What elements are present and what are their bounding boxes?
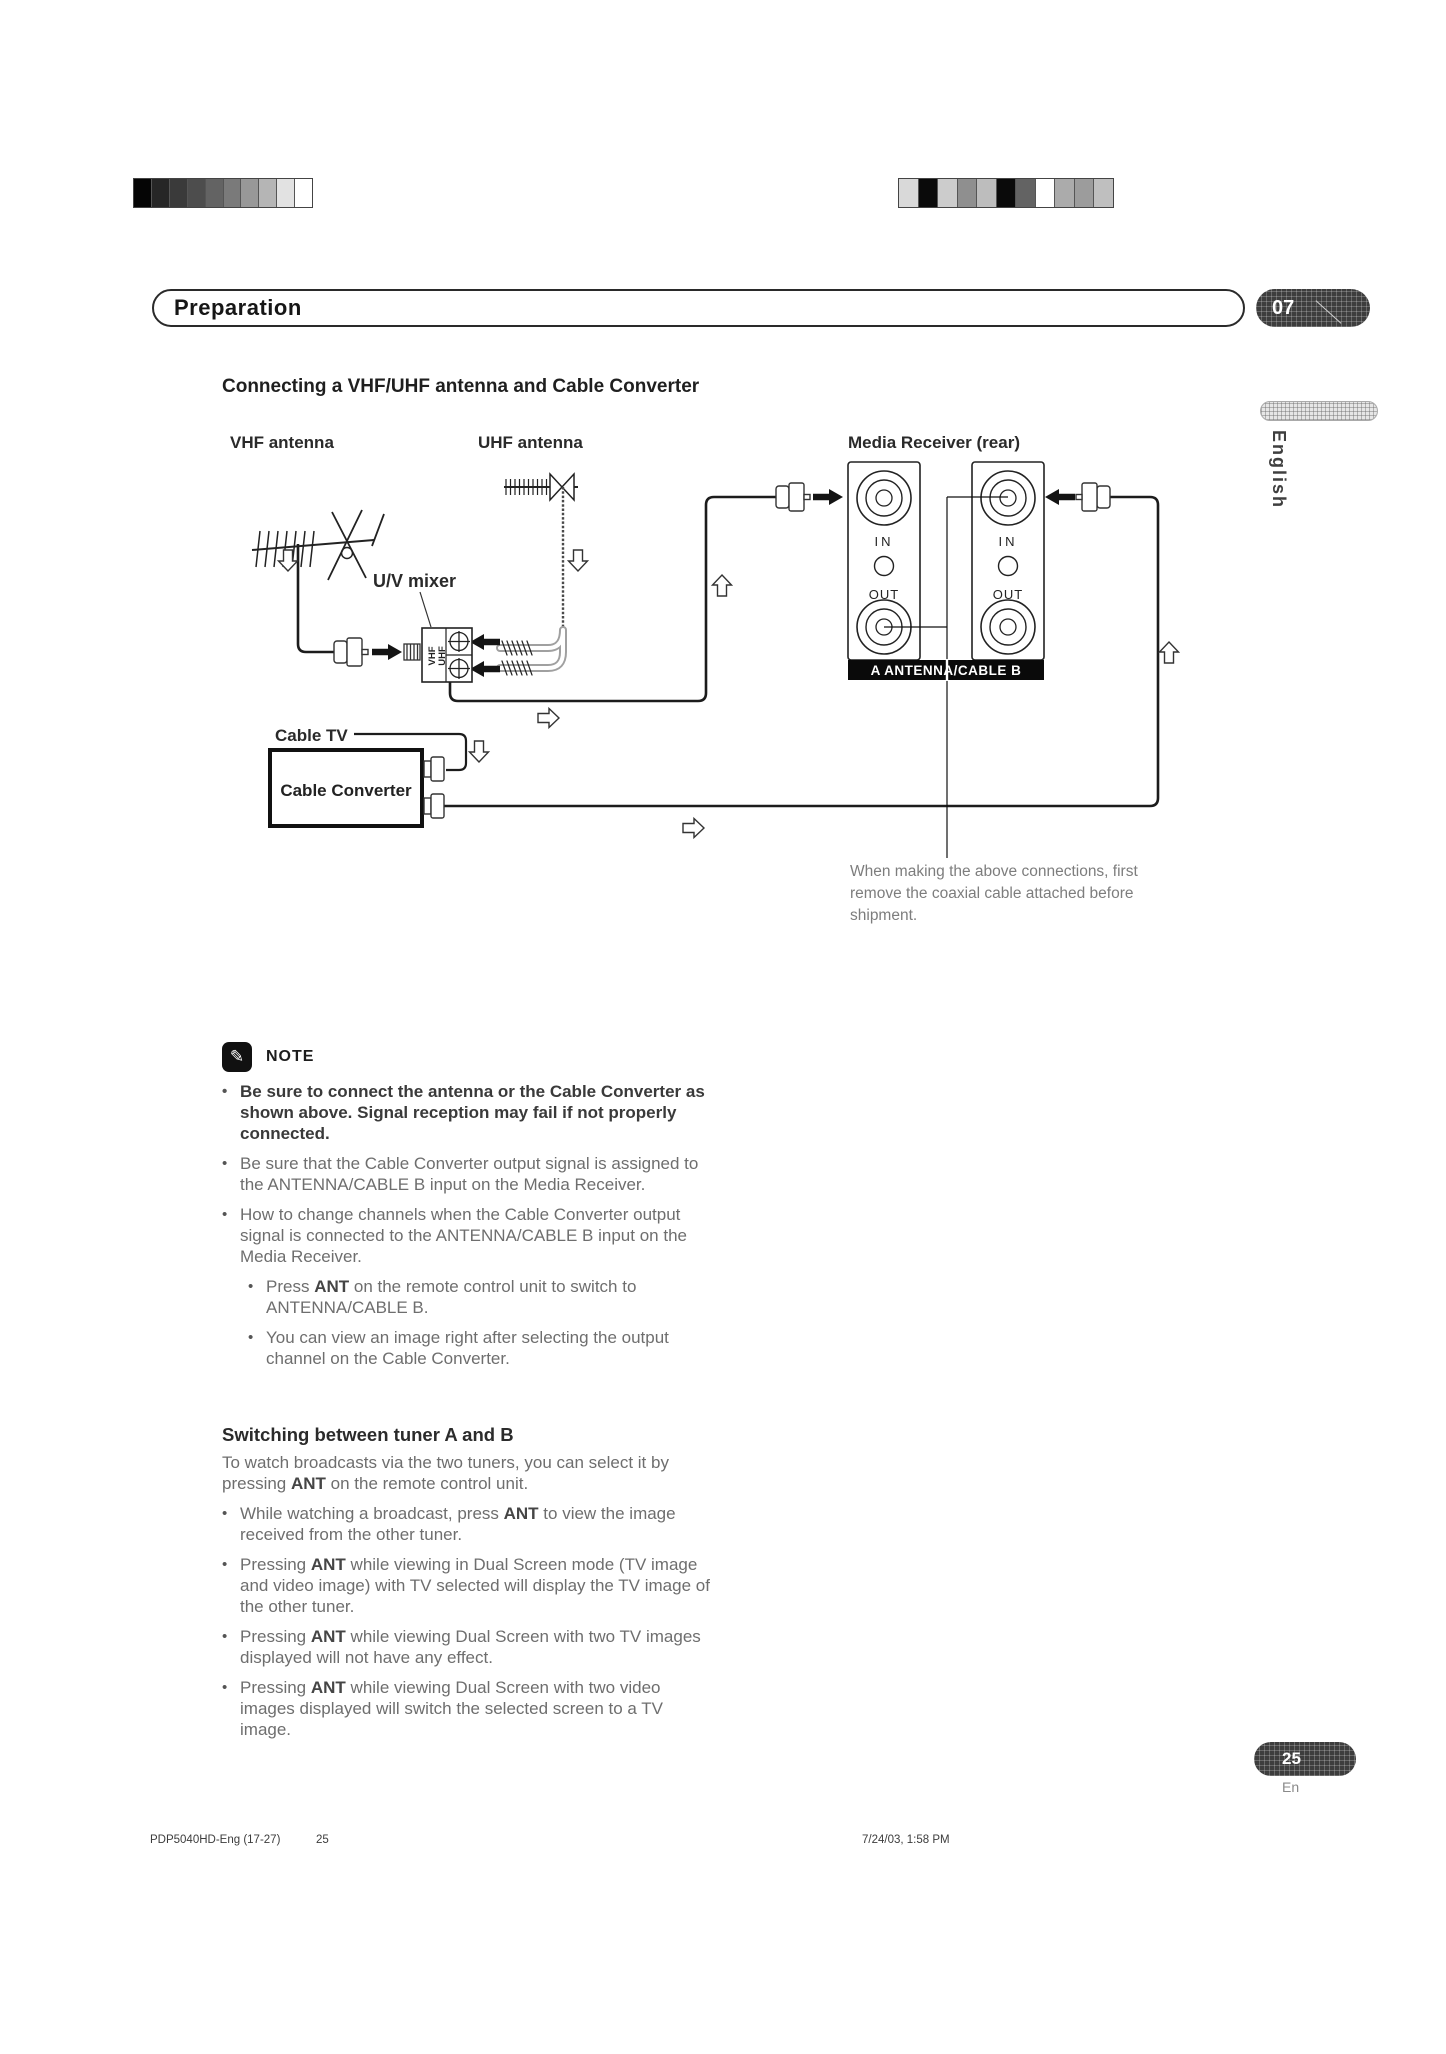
calibration-cell (170, 179, 188, 207)
calibration-cell (188, 179, 206, 207)
uhf-antenna-icon (504, 474, 578, 500)
bullet-item (222, 1626, 716, 1668)
arrow-uhf-lower (470, 661, 500, 677)
bullet-text: Be sure to connect the antenna or the Cable Converter as shown above. Signal reception may fail if not properly connected. (240, 1082, 705, 1143)
uv-mixer (422, 628, 472, 682)
calibration-cell (977, 179, 997, 207)
bullet-item (248, 1276, 716, 1318)
calibration-cell (241, 179, 259, 207)
calibration-cell (1094, 179, 1113, 207)
bullet-text: Pressing ANT while viewing in Dual Screen mode (TV image and video image) with TV selected will display the TV image of the other tuner. (240, 1555, 710, 1616)
uv-mixer-label: U/V mixer (373, 571, 457, 591)
bullet-text: Press ANT on the remote control unit to switch to ANTENNA/CABLE B. (266, 1277, 637, 1317)
chapter-number-badge (1256, 289, 1370, 327)
calibration-cell (134, 179, 152, 207)
down-arrow-vhf (279, 550, 298, 571)
bullet-item (222, 1081, 716, 1144)
calibration-cell (1016, 179, 1036, 207)
receiver-panel-b (972, 462, 1044, 660)
calibration-cell (206, 179, 224, 207)
badge-slash-decor (1316, 300, 1342, 323)
uhf-twin-lead (500, 630, 563, 675)
arrow-uhf-upper (470, 634, 500, 650)
shipping-note: When making the above connections, first remove the coaxial cable attached before shipment. (850, 863, 1138, 924)
bullet-text: Be sure that the Cable Converter output signal is assigned to the ANTENNA/CABLE B input on the Media Receiver. (240, 1154, 699, 1194)
arrow-into-b-in (1045, 489, 1075, 505)
calibration-cell (224, 179, 242, 207)
section-header-box (152, 289, 1245, 327)
footer-file-name: PDP5040HD-Eng (17-27) (150, 1834, 281, 1846)
bullet-dot: • (222, 1679, 228, 1696)
bullet-item (248, 1327, 716, 1369)
bullet-dot: • (222, 1556, 228, 1573)
tuner-section-title: Switching between tuner A and B (222, 1424, 514, 1445)
calibration-cell (919, 179, 939, 207)
vhf-cable (298, 544, 334, 652)
note-section (222, 1042, 716, 1378)
threaded-plug (404, 644, 420, 660)
footer-page-number: 25 (316, 1834, 329, 1846)
mixer-vhf-label: VHF (427, 646, 438, 666)
bullet-dot: • (248, 1278, 254, 1295)
calibration-bar-right (898, 178, 1114, 208)
a-in-label: IN (874, 534, 894, 549)
a-out-label: OUT (868, 587, 900, 602)
calibration-cell (1036, 179, 1056, 207)
vhf-antenna-icon (252, 510, 384, 580)
bullet-item (222, 1503, 716, 1545)
b-in-label: IN (998, 534, 1018, 549)
b-out-label: OUT (992, 587, 1024, 602)
page-number-badge (1254, 1742, 1356, 1776)
calibration-bar-left (133, 178, 313, 208)
tuner-section (222, 1424, 716, 1749)
down-arrow-cable-tv (470, 741, 489, 762)
antenna-cable-bar-label: A ANTENNA/CABLE B (870, 663, 1022, 678)
page-number: 25 (1282, 1749, 1301, 1768)
vhf-antenna-label: VHF antenna (230, 433, 334, 452)
tuner-list (222, 1503, 716, 1740)
bullet-dot: • (248, 1329, 254, 1346)
calibration-cell (1055, 179, 1075, 207)
up-arrow-mixer-rise (713, 575, 732, 596)
bullet-text: You can view an image right after selecting the output channel on the Cable Converter. (266, 1328, 669, 1368)
calibration-cell (277, 179, 295, 207)
bullet-dot: • (222, 1505, 228, 1522)
bullet-text: While watching a broadcast, press ANT to view the image received from the other tuner. (240, 1504, 676, 1544)
b-in-plug-connector (1076, 483, 1110, 511)
note-list (222, 1081, 716, 1369)
calibration-cell (997, 179, 1017, 207)
mixer-callout-line (420, 592, 431, 627)
down-arrow-uhf (569, 550, 588, 571)
bullet-item (222, 1153, 716, 1195)
page-heading: Connecting a VHF/UHF antenna and Cable Converter (222, 376, 700, 397)
tuner-intro: To watch broadcasts via the two tuners, you can select it by pressing ANT on the remote control unit. (222, 1453, 669, 1493)
bullet-text: How to change channels when the Cable Converter output signal is connected to the ANTENNA/CABLE B input on the Media Receiver. (240, 1205, 687, 1266)
bullet-dot: • (222, 1155, 228, 1172)
language-tab-decor (1260, 401, 1378, 421)
arrow-into-a-in (813, 489, 843, 505)
bullet-dot: • (222, 1083, 228, 1100)
calibration-cell (295, 179, 312, 207)
calibration-cell (152, 179, 170, 207)
up-arrow-b-rise (1160, 642, 1179, 663)
bullet-item (222, 1204, 716, 1267)
calibration-cell (958, 179, 978, 207)
cable-converter-label: Cable Converter (280, 781, 412, 800)
cable-converter-box (270, 750, 444, 826)
uhf-antenna-label: UHF antenna (478, 433, 583, 452)
vhf-plug-connector (334, 638, 368, 666)
a-in-plug-connector (776, 483, 810, 511)
right-arrow-mixer-run (538, 709, 559, 728)
right-arrow-converter-run (683, 819, 704, 838)
calibration-cell (899, 179, 919, 207)
media-receiver-label: Media Receiver (rear) (848, 433, 1020, 452)
arrow-into-mixer (372, 644, 402, 660)
language-tab: English (1269, 430, 1289, 510)
footer-timestamp: 7/24/03, 1:58 PM (862, 1834, 950, 1846)
receiver-panel-a (848, 462, 920, 660)
note-title: NOTE (266, 1048, 315, 1065)
bullet-text: Pressing ANT while viewing Dual Screen with two TV images displayed will not have any effect. (240, 1627, 701, 1667)
section-title: Preparation (174, 295, 302, 320)
calibration-cell (1075, 179, 1095, 207)
pencil-icon: ✎ (222, 1042, 252, 1072)
calibration-cell (938, 179, 958, 207)
bullet-dot: • (222, 1628, 228, 1645)
chapter-number: 07 (1272, 297, 1295, 319)
calibration-cell (259, 179, 277, 207)
bullet-item (222, 1554, 716, 1617)
bullet-dot: • (222, 1206, 228, 1223)
bullet-item (222, 1677, 716, 1740)
bullet-text: Pressing ANT while viewing Dual Screen with two video images displayed will switch the selected screen to a TV image. (240, 1678, 663, 1739)
page-language: En (1282, 1779, 1300, 1795)
cable-tv-label: Cable TV (275, 726, 348, 745)
mixer-uhf-label: UHF (437, 646, 448, 666)
